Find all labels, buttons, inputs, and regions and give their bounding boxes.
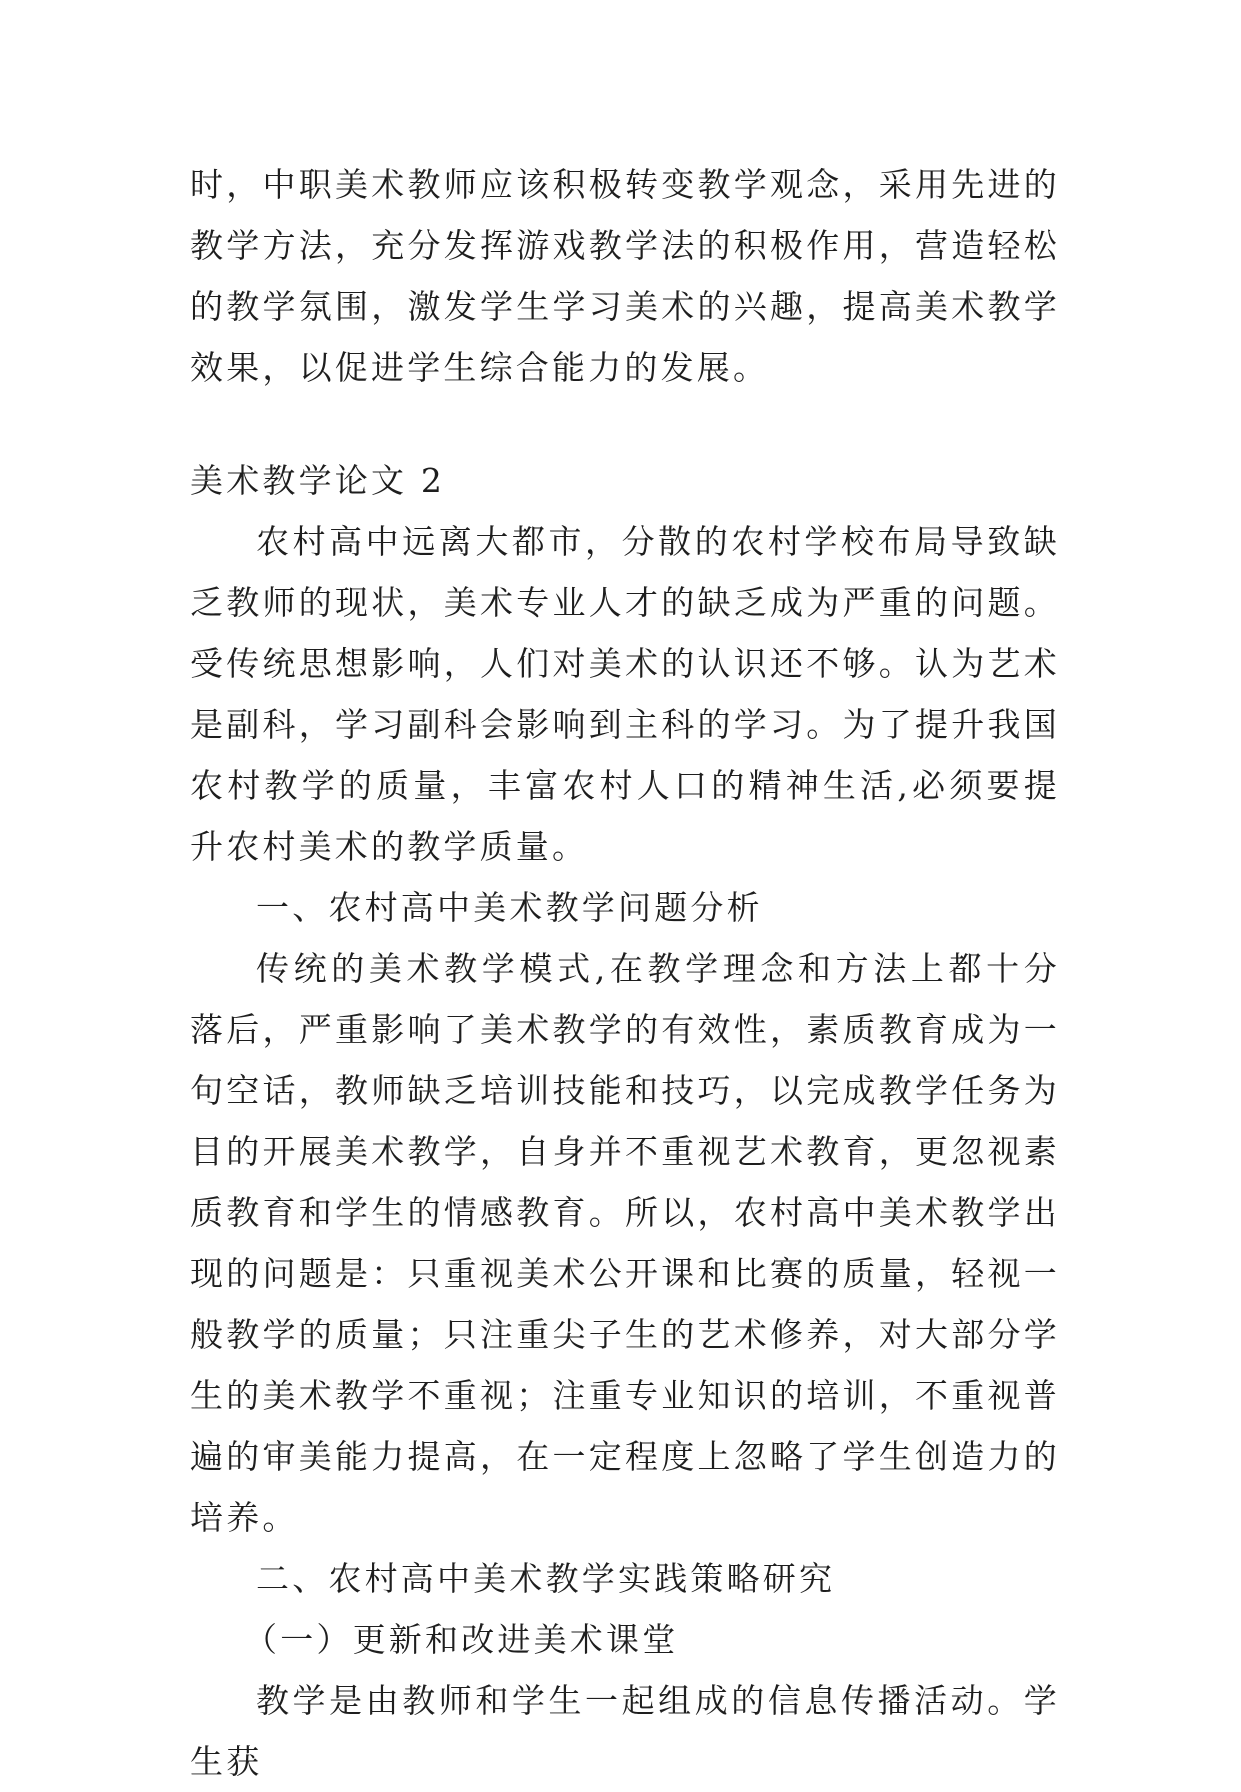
body-paragraph-2: 传统的美术教学模式,在教学理念和方法上都十分落后，严重影响了美术教学的有效性，素质教育成为一句空话，教师缺乏培训技能和技巧，以完成教学任务为目的开展美术教学，自身并不重视艺术教育，更忽视素质教育和学生的情感教育。所以，农村高中美术教学出现的问题是：只重视美术公开课和比赛的质量，轻视一般教学的质量；只注重尖子生的艺术修养，对大部分学生的美术教学不重视；注重专业知识的培训，不重视普遍的审美能力提高，在一定程度上忽略了学生创造力的培养。 [190, 949, 1060, 1537]
document-body [190, 154, 1060, 1792]
subsection-heading-1: （一）更新和改进美术课堂 [244, 1620, 679, 1659]
section-heading-2: 二、农村高中美术教学实践策略研究 [256, 1559, 836, 1598]
body-paragraph-1: 农村高中远离大都市，分散的农村学校布局导致缺乏教师的现状，美术专业人才的缺乏成为严重的问题。受传统思想影响，人们对美术的认识还不够。认为艺术是副科，学习副科会影响到主科的学习。为了提升我国农村教学的质量，丰富农村人口的精神生活,必须要提升农村美术的教学质量。 [190, 522, 1060, 866]
section-heading-1: 一、农村高中美术教学问题分析 [256, 888, 763, 927]
body-paragraph-3: 教学是由教师和学生一起组成的信息传播活动。学生获 [190, 1681, 1060, 1781]
section-title: 美术教学论文 2 [190, 461, 446, 500]
intro-paragraph: 时，中职美术教师应该积极转变教学观念，采用先进的教学方法，充分发挥游戏教学法的积极作用，营造轻松的教学氛围，激发学生学习美术的兴趣，提高美术教学效果，以促进学生综合能力的发展。 [190, 165, 1060, 387]
